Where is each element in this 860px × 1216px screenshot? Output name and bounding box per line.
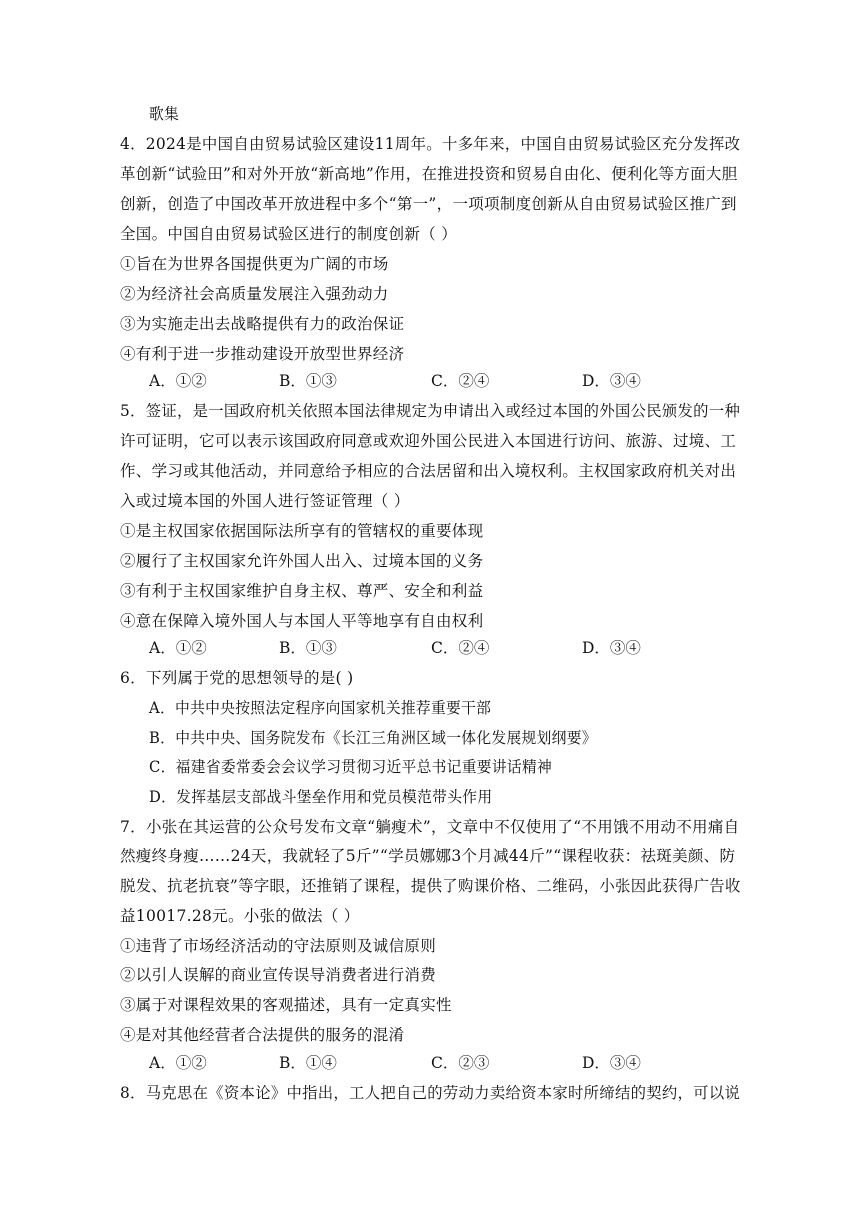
question-4-line-1: 4．2024是中国自由贸易试验区建设11周年。十多年来，中国自由贸易试验区充分发挥改 — [120, 135, 741, 153]
question-4-line-2: 革创新“试验田”和对外开放“新高地”作用，在推进投资和贸易自由化、便利化等方面大胆 — [120, 165, 738, 183]
option-c: C．②④ — [431, 639, 490, 657]
statement-1: ①违背了市场经济活动的守法原则及诚信原则 — [120, 937, 437, 955]
option-d: D．③④ — [582, 639, 641, 657]
options-row-q7 — [149, 1053, 729, 1073]
statement-2: ②为经济社会高质量发展注入强劲动力 — [120, 285, 389, 303]
question-6-stem: 6．下列属于党的思想领导的是( ) — [120, 669, 354, 687]
option-a: A．①② — [149, 372, 207, 390]
question-4-line-4: 全国。中国自由贸易试验区进行的制度创新（ ） — [120, 225, 458, 243]
statement-2: ②以引人误解的商业宣传误导消费者进行消费 — [120, 966, 437, 984]
question-7-line-2: 然瘦终身瘦……24天，我就轻了5斤”“学员娜娜3个月减44斤”“课程收获：祛斑美颜、防 — [120, 847, 736, 865]
option-a: A．①② — [149, 1054, 207, 1072]
text-line: 歌集 — [149, 105, 180, 123]
question-7-line-1: 7．小张在其运营的公众号发布文章“躺瘦术”，文章中不仅使用了“不用饿不用动不用痛自 — [120, 818, 740, 836]
option-a: A．中共中央按照法定程序向国家机关推荐重要干部 — [149, 699, 492, 717]
statement-2: ②履行了主权国家允许外国人出入、过境本国的义务 — [120, 552, 484, 570]
statement-3: ③属于对课程效果的客观描述，具有一定真实性 — [120, 996, 452, 1014]
option-b: B．①③ — [279, 372, 337, 390]
option-b: B．①③ — [279, 639, 337, 657]
option-c: C．福建省委常委会会议学习贯彻习近平总书记重要讲话精神 — [149, 758, 553, 776]
statement-4: ④有利于进一步推动建设开放型世界经济 — [120, 345, 405, 363]
option-c: C．②③ — [431, 1054, 490, 1072]
statement-1: ①旨在为世界各国提供更为广阔的市场 — [120, 255, 389, 273]
statement-4: ④意在保障入境外国人与本国人平等地享有自由权利 — [120, 612, 484, 630]
question-5-line-1: 5．签证，是一国政府机关依照本国法律规定为申请出入或经过本国的外国公民颁发的一种 — [120, 402, 741, 420]
statement-3: ③有利于主权国家维护自身主权、尊严、安全和利益 — [120, 582, 484, 600]
option-b: B．中共中央、国务院发布《长江三角洲区域一体化发展规划纲要》 — [149, 729, 597, 747]
question-4-line-3: 创新，创造了中国改革开放进程中多个“第一”，一项项制度创新从自由贸易试验区推广到 — [120, 195, 737, 213]
question-5-line-4: 入或过境本国的外国人进行签证管理（ ） — [120, 492, 410, 510]
statement-3: ③为实施走出去战略提供有力的政治保证 — [120, 315, 405, 333]
options-row-q5 — [149, 638, 729, 658]
option-d: D．③④ — [582, 372, 641, 390]
question-5-line-2: 许可证明，它可以表示该国政府同意或欢迎外国公民进入本国进行访问、旅游、过境、工 — [120, 432, 737, 450]
question-8-line-1: 8．马克思在《资本论》中指出，工人把自己的劳动力卖给资本家时所缔结的契约，可以说 — [120, 1084, 741, 1102]
option-d: D．发挥基层支部战斗堡垒作用和党员模范带头作用 — [149, 788, 493, 806]
question-7-line-3: 脱发、抗老抗衰”等字眼，还推销了课程，提供了购课价格、二维码，小张因此获得广告收 — [120, 877, 741, 895]
statement-1: ①是主权国家依据国际法所享有的管辖权的重要体现 — [120, 522, 484, 540]
question-5-line-3: 作、学习或其他活动，并同意给予相应的合法居留和出入境权利。主权国家政府机关对出 — [120, 462, 737, 480]
option-b: B．①④ — [279, 1054, 337, 1072]
option-c: C．②④ — [431, 372, 490, 390]
question-7-line-4: 益10017.28元。小张的做法（ ） — [120, 907, 360, 925]
option-a: A．①② — [149, 639, 207, 657]
options-row-q4 — [149, 371, 729, 391]
statement-4: ④是对其他经营者合法提供的服务的混淆 — [120, 1026, 405, 1044]
option-d: D．③④ — [582, 1054, 641, 1072]
